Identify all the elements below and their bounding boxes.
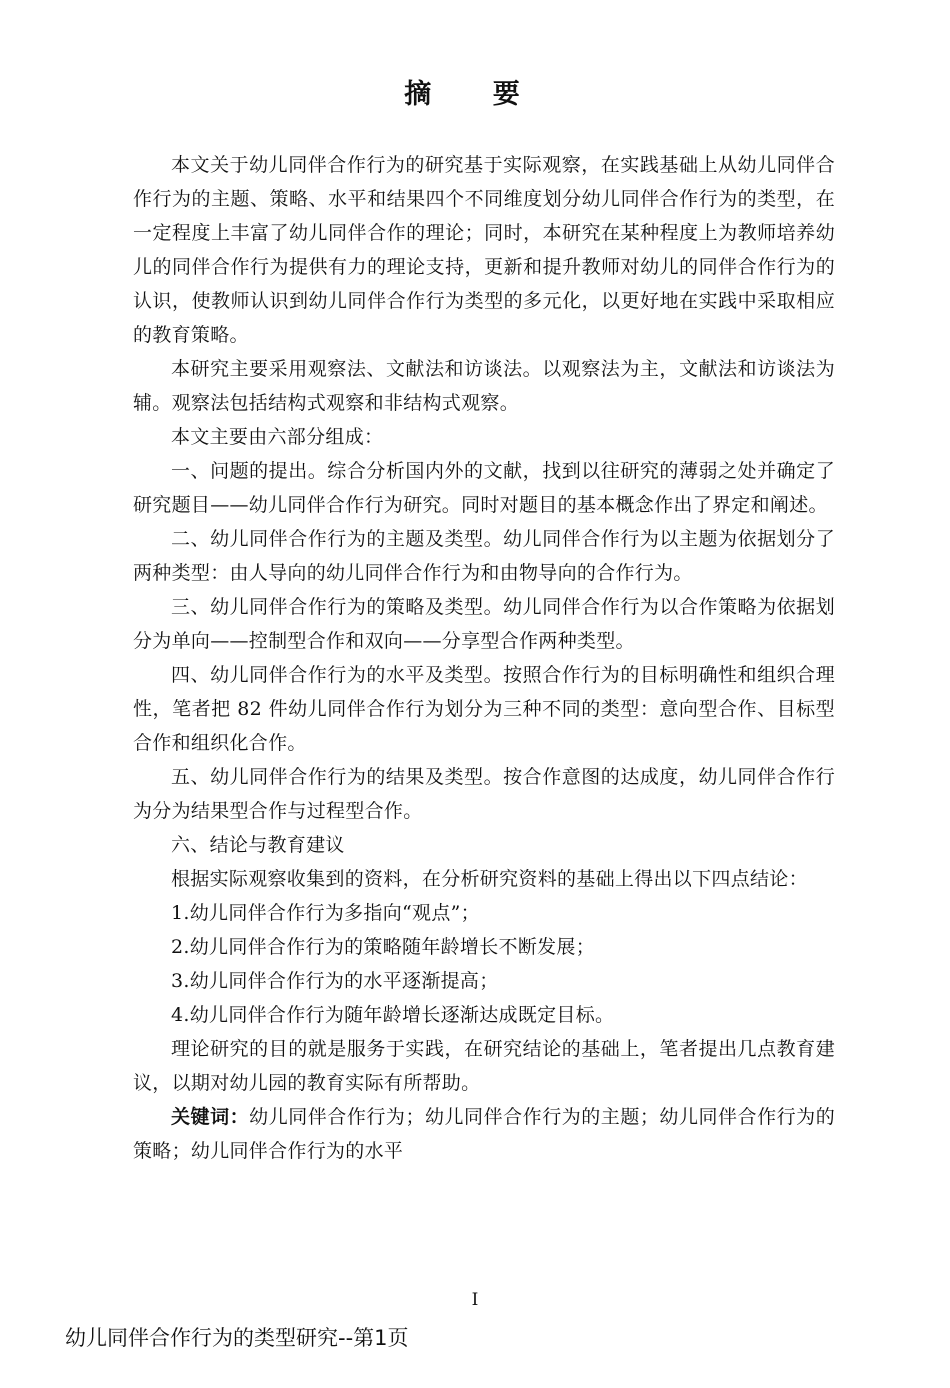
conclusion-item: 2.幼儿同伴合作行为的策略随年龄增长不断发展； — [171, 936, 596, 958]
page-title: 摘 要 — [404, 79, 546, 110]
paragraph-part-3: 三、幼儿同伴合作行为的策略及类型。幼儿同伴合作行为以合作策略为依据划分为单向——控制型合作和双向——分享型合作两种类型。 — [133, 596, 835, 652]
paragraph-methods: 本研究主要采用观察法、文献法和访谈法。以观察法为主，文献法和访谈法为辅。观察法包括结构式观察和非结构式观察。 — [133, 358, 835, 414]
paragraph-part-4: 四、幼儿同伴合作行为的水平及类型。按照合作行为的目标明确性和组织合理性，笔者把 82 件幼儿同伴合作行为划分为三种不同的类型：意向型合作、目标型合作和组织化合作。 — [133, 664, 835, 754]
paragraph-part-1: 一、问题的提出。综合分析国内外的文献，找到以往研究的薄弱之处并确定了研究题目——幼儿同伴合作行为研究。同时对题目的基本概念作出了界定和阐述。 — [133, 460, 835, 516]
paragraph-intro: 本文关于幼儿同伴合作行为的研究基于实际观察，在实践基础上从幼儿同伴合作行为的主题、策略、水平和结果四个不同维度划分幼儿同伴合作行为的类型，在一定程度上丰富了幼儿同伴合作的理论；同时，本研究在某种程度上为教师培养幼儿的同伴合作行为提供有力的理论支持，更新和提升教师对幼儿的同伴合作行为的认识，使教师认识到幼儿同伴合作行为类型的多元化，以更好地在实践中采取相应的教育策略。 — [133, 154, 835, 346]
footer-caption: 幼儿同伴合作行为的类型研究--第1页 — [65, 1326, 409, 1350]
paragraph-structure: 本文主要由六部分组成： — [171, 426, 384, 448]
conclusion-item: 4.幼儿同伴合作行为随年龄增长逐渐达成既定目标。 — [171, 1004, 615, 1026]
paragraph-conclusions-intro: 根据实际观察收集到的资料，在分析研究资料的基础上得出以下四点结论： — [171, 868, 808, 890]
keywords-text: 幼儿同伴合作行为；幼儿同伴合作行为的主题；幼儿同伴合作行为的策略；幼儿同伴合作行为的水平 — [133, 1106, 835, 1162]
page-number: I — [471, 1290, 479, 1310]
conclusion-item: 3.幼儿同伴合作行为的水平逐渐提高； — [171, 970, 499, 992]
paragraph-part-5: 五、幼儿同伴合作行为的结果及类型。按合作意图的达成度，幼儿同伴合作行为分为结果型合作与过程型合作。 — [133, 766, 835, 822]
conclusion-item: 1.幼儿同伴合作行为多指向“观点”； — [171, 902, 480, 924]
paragraph-closing: 理论研究的目的就是服务于实践，在研究结论的基础上，笔者提出几点教育建议，以期对幼儿园的教育实际有所帮助。 — [133, 1038, 835, 1094]
paragraph-part-2: 二、幼儿同伴合作行为的主题及类型。幼儿同伴合作行为以主题为依据划分了两种类型：由人导向的幼儿同伴合作行为和由物导向的合作行为。 — [133, 528, 835, 584]
keywords-line — [133, 1100, 835, 1168]
paragraph-part-6: 六、结论与教育建议 — [171, 834, 345, 856]
keywords-label: 关键词： — [171, 1106, 250, 1128]
abstract-body — [133, 148, 835, 1168]
